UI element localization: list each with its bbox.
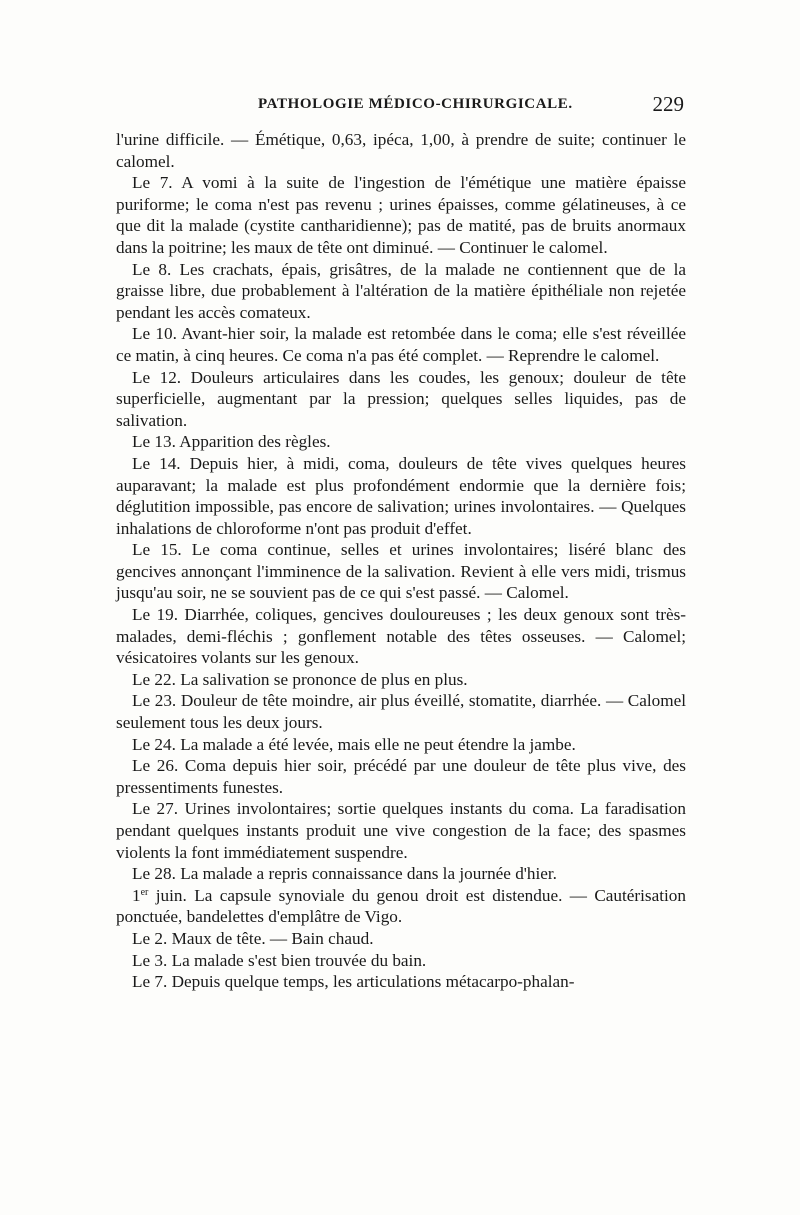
entry-le-7-juin: Le 7. Depuis quelque temps, les articulations métacarpo-phalan- xyxy=(132,972,575,992)
entry-1er-juin xyxy=(116,885,686,928)
paragraph-continuation: l'urine difficile. — Émétique, 0,63, ipéca, 1,00, à prendre de suite; continuer le calomel. xyxy=(116,130,686,171)
entry-le-7: Le 7. A vomi à la suite de l'ingestion de l'émétique une matière épaisse puriforme; le coma n'est pas revenu ; urines épaisses, comme gélatineuses, à ce que dit la malade (cystite cantharidienne); pas de matité, pas de bruits anormaux dans la poitrine; les maux de tête ont diminué. — Continuer le calomel. xyxy=(116,173,686,257)
entry-le-28: Le 28. La malade a repris connaissance dans la journée d'hier. xyxy=(132,864,557,884)
entry-le-24: Le 24. La malade a été levée, mais elle ne peut étendre la jambe. xyxy=(132,734,576,754)
entry-1er-juin-text: juin. La capsule synoviale du genou droit est distendue. — Cautérisation ponctuée, bandelettes d'emplâtre de Vigo. xyxy=(116,885,686,927)
page-header xyxy=(116,92,684,122)
entry-le-3: Le 3. La malade s'est bien trouvée du bain. xyxy=(132,950,427,970)
entry-le-14: Le 14. Depuis hier, à midi, coma, douleurs de tête vives quelques heures auparavant; la malade est plus profondément endormie que la dernière fois; déglutition impossible, pas encore de salivation; urines involontaires. — Quelques inhalations de chloroforme n'ont pas produit d'effet. xyxy=(116,453,686,538)
entry-le-23: Le 23. Douleur de tête moindre, air plus éveillé, stomatite, diarrhée. — Calomel seulement tous les deux jours. xyxy=(116,691,686,733)
running-title: PATHOLOGIE MÉDICO-CHIRURGICALE. xyxy=(258,96,573,112)
entry-le-8: Le 8. Les crachats, épais, grisâtres, de la malade ne contiennent que de la graisse libre, due probablement à l'altération de la matière épithéliale non rejetée pendant les accès comateux. xyxy=(116,259,686,322)
page-number: 229 xyxy=(652,92,684,116)
entry-le-27: Le 27. Urines involontaires; sortie quelques instants du coma. La faradisation pendant quelques instants produit une vive congestion de la face; des spasmes violents la font immédiatement suspendre. xyxy=(116,799,686,862)
entry-le-2: Le 2. Maux de tête. — Bain chaud. xyxy=(132,928,374,948)
entry-1er-juin-day: 1 xyxy=(132,885,141,905)
body-text xyxy=(116,129,686,993)
entry-le-15: Le 15. Le coma continue, selles et urines involontaires; liséré blanc des gencives annonçant l'imminence de la salivation. Revient à elle vers midi, trismus jusqu'au soir, ne se souvient pas de ce qui s'est passé. — Calomel. xyxy=(116,540,686,603)
entry-le-10: Le 10. Avant-hier soir, la malade est retombée dans le coma; elle s'est réveillée ce matin, à cinq heures. Ce coma n'a pas été complet. — Reprendre le calomel. xyxy=(116,324,686,365)
entry-le-22: Le 22. La salivation se prononce de plus en plus. xyxy=(132,669,468,689)
entry-1er-juin-ordinal: er xyxy=(140,886,149,898)
entry-le-19: Le 19. Diarrhée, coliques, gencives douloureuses ; les deux genoux sont très-malades, demi-fléchis ; gonflement notable des têtes osseuses. — Calomel; vésicatoires volants sur les genoux. xyxy=(116,605,686,668)
entry-le-12: Le 12. Douleurs articulaires dans les coudes, les genoux; douleur de tête superficielle, augmentant par la pression; quelques selles liquides, pas de salivation. xyxy=(116,367,686,430)
entry-le-13: Le 13. Apparition des règles. xyxy=(132,432,331,452)
entry-le-26: Le 26. Coma depuis hier soir, précédé par une douleur de tête plus vive, des pressentiments funestes. xyxy=(116,756,686,797)
